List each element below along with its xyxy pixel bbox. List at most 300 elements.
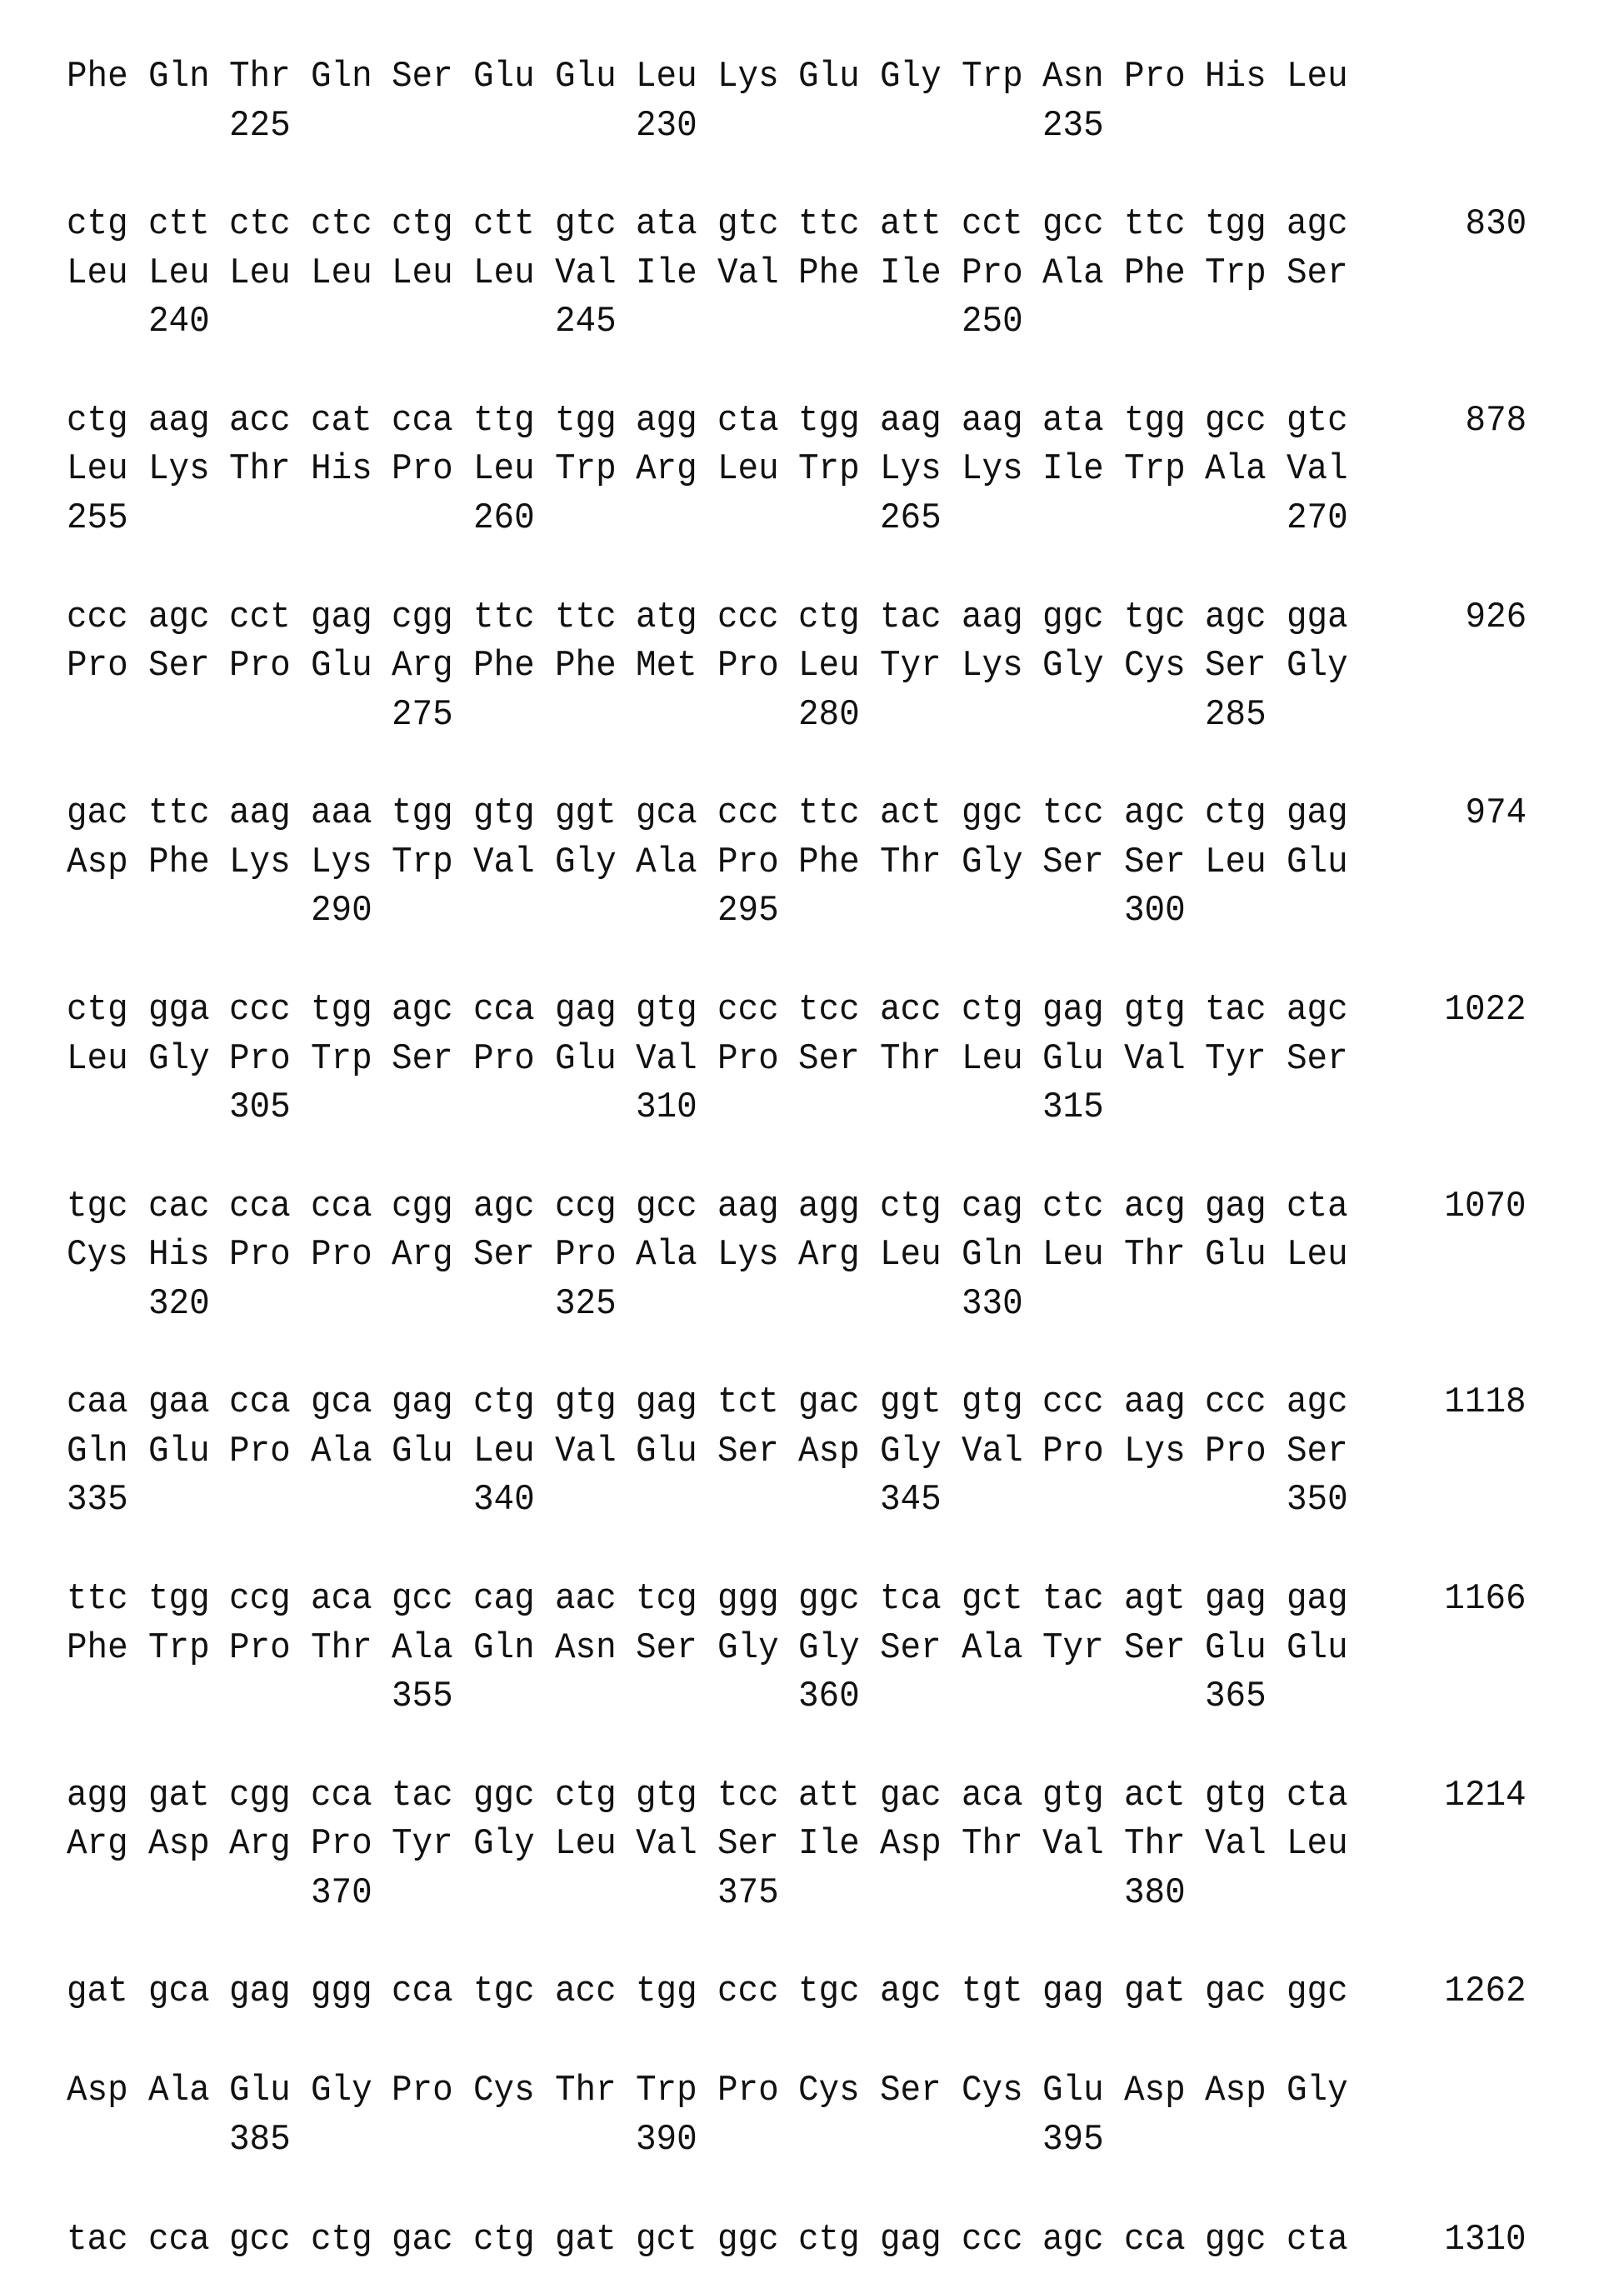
amino-acid: Glu <box>1287 842 1348 883</box>
amino-acid: Pro <box>392 448 453 490</box>
amino-acid: Pro <box>1124 56 1186 97</box>
codon: ccc <box>717 597 779 638</box>
amino-acid: Tyr <box>1205 1038 1267 1080</box>
residue-number: 240 <box>148 301 210 342</box>
codon: tgc <box>67 1186 128 1227</box>
residue-number: 345 <box>880 1479 942 1521</box>
nucleotide-count: 1310 <box>1445 2219 1527 2261</box>
residue-number: 265 <box>880 497 942 539</box>
codon: gga <box>148 989 210 1031</box>
codon: ggt <box>555 792 617 834</box>
amino-acid: Leu <box>798 645 860 687</box>
amino-acid: Lys <box>717 1234 779 1276</box>
codon: gcc <box>392 1578 453 1620</box>
codon: ctg <box>1205 792 1267 834</box>
codon: cag <box>962 1186 1023 1227</box>
codon: gca <box>636 792 697 834</box>
codon: acc <box>229 400 291 442</box>
amino-acid: Leu <box>473 252 535 294</box>
amino-acid: Ala <box>636 842 697 883</box>
residue-number: 320 <box>148 1283 210 1325</box>
residue-number: 375 <box>717 1872 779 1914</box>
amino-acid: Glu <box>555 1038 617 1080</box>
amino-acid: Thr <box>1124 1823 1186 1865</box>
amino-acid: Pro <box>392 2070 453 2111</box>
codon: ggg <box>717 1578 779 1620</box>
codon: ggc <box>717 2219 779 2261</box>
amino-acid: Gly <box>1042 645 1104 687</box>
codon: ctg <box>880 1186 942 1227</box>
residue-number: 355 <box>392 1676 453 1717</box>
codon: gcc <box>1205 400 1267 442</box>
amino-acid: Gly <box>717 1627 779 1669</box>
codon: aag <box>962 400 1023 442</box>
amino-acid: Asp <box>798 1431 860 1472</box>
amino-acid: Gln <box>148 56 210 97</box>
amino-acid: Asn <box>1042 56 1104 97</box>
amino-acid: Trp <box>1205 252 1267 294</box>
codon: cag <box>473 1578 535 1620</box>
amino-acid: Ser <box>1287 252 1348 294</box>
nucleotide-count: 1022 <box>1445 989 1527 1031</box>
amino-acid: Phe <box>1124 252 1186 294</box>
amino-acid: Ala <box>1042 252 1104 294</box>
amino-acid: Phe <box>67 56 128 97</box>
residue-number: 225 <box>229 105 291 147</box>
residue-number: 290 <box>311 890 372 932</box>
amino-acid: Glu <box>1205 1234 1267 1276</box>
nucleotide-count: 1166 <box>1445 1578 1527 1620</box>
amino-acid: Val <box>717 252 779 294</box>
amino-acid: Phe <box>148 842 210 883</box>
residue-number: 230 <box>636 105 697 147</box>
amino-acid: Trp <box>148 1627 210 1669</box>
residue-number: 315 <box>1042 1087 1104 1128</box>
residue-number: 305 <box>229 1087 291 1128</box>
amino-acid: Thr <box>229 448 291 490</box>
codon: cgg <box>392 597 453 638</box>
amino-acid: Glu <box>473 56 535 97</box>
codon: gcc <box>1042 203 1104 245</box>
amino-acid: Asn <box>555 1627 617 1669</box>
amino-acid: Leu <box>1205 842 1267 883</box>
amino-acid: Gly <box>148 1038 210 1080</box>
residue-number: 350 <box>1287 1479 1348 1521</box>
codon: gtg <box>1124 989 1186 1031</box>
codon: tac <box>1205 989 1267 1031</box>
amino-acid: Asp <box>1205 2070 1267 2111</box>
amino-acid: Met <box>636 645 697 687</box>
amino-acid: Gly <box>798 1627 860 1669</box>
amino-acid: Gly <box>555 842 617 883</box>
amino-acid: Asp <box>67 2070 128 2111</box>
nucleotide-count: 830 <box>1465 203 1527 245</box>
amino-acid: Leu <box>473 448 535 490</box>
codon: ttc <box>473 597 535 638</box>
residue-number: 245 <box>555 301 617 342</box>
amino-acid: Leu <box>392 252 453 294</box>
codon: gtg <box>473 792 535 834</box>
codon: gag <box>1205 1186 1267 1227</box>
codon: ccc <box>1205 1381 1267 1423</box>
codon: cac <box>148 1186 210 1227</box>
amino-acid: Gly <box>1287 2070 1348 2111</box>
codon: tgg <box>1124 400 1186 442</box>
amino-acid: Lys <box>229 842 291 883</box>
codon: ctg <box>473 2219 535 2261</box>
codon: gac <box>67 792 128 834</box>
codon: cca <box>1124 2219 1186 2261</box>
codon: ggc <box>473 1775 535 1816</box>
amino-acid: Cys <box>67 1234 128 1276</box>
amino-acid: Glu <box>1205 1627 1267 1669</box>
codon: tgt <box>962 1971 1023 2012</box>
codon: gca <box>148 1971 210 2012</box>
amino-acid: Leu <box>1287 56 1348 97</box>
amino-acid: Pro <box>717 645 779 687</box>
codon: gac <box>1205 1971 1267 2012</box>
amino-acid: Pro <box>1042 1431 1104 1472</box>
codon: cca <box>311 1186 372 1227</box>
codon: agc <box>392 989 453 1031</box>
residue-number: 310 <box>636 1087 697 1128</box>
amino-acid: Trp <box>555 448 617 490</box>
amino-acid: Cys <box>798 2070 860 2111</box>
amino-acid: Pro <box>229 645 291 687</box>
amino-acid: Pro <box>473 1038 535 1080</box>
codon: gag <box>1287 792 1348 834</box>
amino-acid: Leu <box>880 1234 942 1276</box>
codon: aag <box>962 597 1023 638</box>
amino-acid: Arg <box>392 645 453 687</box>
amino-acid: Gln <box>962 1234 1023 1276</box>
codon: tcg <box>636 1578 697 1620</box>
amino-acid: Leu <box>67 252 128 294</box>
codon: gag <box>229 1971 291 2012</box>
codon: ctt <box>473 203 535 245</box>
amino-acid: Cys <box>1124 645 1186 687</box>
codon: agc <box>1287 203 1348 245</box>
amino-acid: Ser <box>880 2070 942 2111</box>
amino-acid: Trp <box>311 1038 372 1080</box>
codon: tgg <box>636 1971 697 2012</box>
amino-acid: Tyr <box>392 1823 453 1865</box>
codon: atg <box>636 597 697 638</box>
codon: acg <box>1124 1186 1186 1227</box>
codon: caa <box>67 1381 128 1423</box>
codon: gtg <box>1042 1775 1104 1816</box>
amino-acid: Gly <box>1287 645 1348 687</box>
amino-acid: Arg <box>392 1234 453 1276</box>
codon: cca <box>311 1775 372 1816</box>
residue-number: 275 <box>392 694 453 736</box>
codon: gcc <box>636 1186 697 1227</box>
codon: gac <box>880 1775 942 1816</box>
amino-acid: Gly <box>962 842 1023 883</box>
amino-acid: Val <box>636 1038 697 1080</box>
amino-acid: Phe <box>798 842 860 883</box>
amino-acid: Asp <box>67 842 128 883</box>
amino-acid: Ser <box>1124 1627 1186 1669</box>
codon: gag <box>1042 1971 1104 2012</box>
amino-acid: Gly <box>880 1431 942 1472</box>
codon: cta <box>1287 1186 1348 1227</box>
amino-acid: Ser <box>1124 842 1186 883</box>
amino-acid: Ile <box>880 252 942 294</box>
nucleotide-count: 1214 <box>1445 1775 1527 1816</box>
codon: gca <box>311 1381 372 1423</box>
amino-acid: Val <box>555 1431 617 1472</box>
codon: tct <box>717 1381 779 1423</box>
residue-number: 385 <box>229 2119 291 2161</box>
codon: cta <box>1287 2219 1348 2261</box>
codon: gag <box>1287 1578 1348 1620</box>
amino-acid: Arg <box>67 1823 128 1865</box>
amino-acid: Leu <box>473 1431 535 1472</box>
codon: gtc <box>717 203 779 245</box>
amino-acid: Thr <box>962 1823 1023 1865</box>
codon: gtg <box>1205 1775 1267 1816</box>
amino-acid: Ala <box>392 1627 453 1669</box>
codon: tgc <box>473 1971 535 2012</box>
amino-acid: Ala <box>636 1234 697 1276</box>
codon: agc <box>1124 792 1186 834</box>
amino-acid: Trp <box>962 56 1023 97</box>
codon: ccc <box>962 2219 1023 2261</box>
residue-number: 255 <box>67 497 128 539</box>
codon: ccc <box>1042 1381 1104 1423</box>
amino-acid: Phe <box>798 252 860 294</box>
amino-acid: Ser <box>1042 842 1104 883</box>
codon: ttc <box>555 597 617 638</box>
codon: cca <box>392 1971 453 2012</box>
codon: gga <box>1287 597 1348 638</box>
amino-acid: Gly <box>311 2070 372 2111</box>
codon: gtg <box>636 989 697 1031</box>
codon: tgg <box>1205 203 1267 245</box>
codon: ttc <box>1124 203 1186 245</box>
residue-number: 360 <box>798 1676 860 1717</box>
amino-acid: Thr <box>880 842 942 883</box>
amino-acid: Lys <box>717 56 779 97</box>
residue-number: 295 <box>717 890 779 932</box>
codon: tcc <box>798 989 860 1031</box>
amino-acid: Cys <box>473 2070 535 2111</box>
codon: cct <box>229 597 291 638</box>
codon: gag <box>1205 1578 1267 1620</box>
amino-acid: Val <box>473 842 535 883</box>
amino-acid: Arg <box>636 448 697 490</box>
codon: aag <box>1124 1381 1186 1423</box>
codon: agc <box>1287 989 1348 1031</box>
amino-acid: Trp <box>1124 448 1186 490</box>
amino-acid: Val <box>1042 1823 1104 1865</box>
codon: gcc <box>229 2219 291 2261</box>
codon: aag <box>148 400 210 442</box>
amino-acid: Arg <box>229 1823 291 1865</box>
nucleotide-count: 1118 <box>1445 1381 1527 1423</box>
amino-acid: Ile <box>798 1823 860 1865</box>
codon: cca <box>148 2219 210 2261</box>
codon: gct <box>636 2219 697 2261</box>
codon: act <box>880 792 942 834</box>
codon: gtc <box>1287 400 1348 442</box>
residue-number: 335 <box>67 1479 128 1521</box>
codon: gag <box>555 989 617 1031</box>
codon: aaa <box>311 792 372 834</box>
amino-acid: Ala <box>148 2070 210 2111</box>
amino-acid: Glu <box>555 56 617 97</box>
amino-acid: Pro <box>717 1038 779 1080</box>
amino-acid: Cys <box>962 2070 1023 2111</box>
amino-acid: Pro <box>229 1627 291 1669</box>
amino-acid: Trp <box>636 2070 697 2111</box>
codon: agc <box>1042 2219 1104 2261</box>
codon: gtg <box>555 1381 617 1423</box>
amino-acid: Lys <box>148 448 210 490</box>
codon: ctc <box>1042 1186 1104 1227</box>
codon: tcc <box>1042 792 1104 834</box>
amino-acid: Ser <box>473 1234 535 1276</box>
amino-acid: Glu <box>229 2070 291 2111</box>
amino-acid: Trp <box>798 448 860 490</box>
codon: gtg <box>636 1775 697 1816</box>
amino-acid: Ser <box>880 1627 942 1669</box>
codon: gag <box>392 1381 453 1423</box>
codon: ggc <box>962 792 1023 834</box>
codon: gag <box>880 2219 942 2261</box>
amino-acid: Val <box>962 1431 1023 1472</box>
nucleotide-count: 878 <box>1465 400 1527 442</box>
codon: aag <box>229 792 291 834</box>
amino-acid: Ile <box>636 252 697 294</box>
amino-acid: Leu <box>1042 1234 1104 1276</box>
codon: tgg <box>311 989 372 1031</box>
residue-number: 260 <box>473 497 535 539</box>
amino-acid: Pro <box>229 1234 291 1276</box>
residue-number: 235 <box>1042 105 1104 147</box>
nucleotide-count: 1262 <box>1445 1971 1527 2012</box>
amino-acid: Ser <box>392 1038 453 1080</box>
codon: gaa <box>148 1381 210 1423</box>
amino-acid: Ser <box>717 1431 779 1472</box>
amino-acid: Val <box>1124 1038 1186 1080</box>
amino-acid: Leu <box>148 252 210 294</box>
codon: ccg <box>229 1578 291 1620</box>
codon: gat <box>555 2219 617 2261</box>
codon: ctg <box>798 597 860 638</box>
amino-acid: Arg <box>798 1234 860 1276</box>
amino-acid: His <box>1205 56 1267 97</box>
codon: aca <box>962 1775 1023 1816</box>
amino-acid: Gln <box>473 1627 535 1669</box>
codon: tca <box>880 1578 942 1620</box>
codon: att <box>798 1775 860 1816</box>
amino-acid: Leu <box>1287 1234 1348 1276</box>
codon: cat <box>311 400 372 442</box>
amino-acid: Gly <box>473 1823 535 1865</box>
codon: agg <box>798 1186 860 1227</box>
amino-acid: Thr <box>555 2070 617 2111</box>
amino-acid: Trp <box>392 842 453 883</box>
codon: cca <box>229 1186 291 1227</box>
amino-acid: Ile <box>1042 448 1104 490</box>
amino-acid: Lys <box>962 448 1023 490</box>
codon: ctg <box>798 2219 860 2261</box>
amino-acid: Phe <box>473 645 535 687</box>
codon: agc <box>473 1186 535 1227</box>
codon: cca <box>229 1381 291 1423</box>
codon: acc <box>555 1971 617 2012</box>
codon: cta <box>1287 1775 1348 1816</box>
codon: ttc <box>798 792 860 834</box>
codon: aca <box>311 1578 372 1620</box>
amino-acid: Ser <box>1287 1431 1348 1472</box>
amino-acid: Leu <box>229 252 291 294</box>
residue-number: 270 <box>1287 497 1348 539</box>
residue-number: 300 <box>1124 890 1186 932</box>
amino-acid: Ser <box>148 645 210 687</box>
amino-acid: Pro <box>1205 1431 1267 1472</box>
amino-acid: Tyr <box>880 645 942 687</box>
codon: ctg <box>311 2219 372 2261</box>
codon: gag <box>1042 989 1104 1031</box>
amino-acid: Lys <box>962 645 1023 687</box>
amino-acid: Ser <box>1287 1038 1348 1080</box>
nucleotide-count: 1070 <box>1445 1186 1527 1227</box>
amino-acid: Pro <box>555 1234 617 1276</box>
codon: ggc <box>1287 1971 1348 2012</box>
codon: ccc <box>229 989 291 1031</box>
residue-number: 285 <box>1205 694 1267 736</box>
amino-acid: Phe <box>67 1627 128 1669</box>
codon: ccg <box>555 1186 617 1227</box>
amino-acid: Ala <box>962 1627 1023 1669</box>
amino-acid: Glu <box>798 56 860 97</box>
amino-acid: Thr <box>229 56 291 97</box>
codon: ggt <box>880 1381 942 1423</box>
nucleotide-count: 974 <box>1465 792 1527 834</box>
amino-acid: Asp <box>148 1823 210 1865</box>
codon: ctg <box>473 1381 535 1423</box>
codon: agg <box>67 1775 128 1816</box>
residue-number: 395 <box>1042 2119 1104 2161</box>
amino-acid: Val <box>555 252 617 294</box>
codon: ctg <box>555 1775 617 1816</box>
codon: agg <box>636 400 697 442</box>
amino-acid: Leu <box>1287 1823 1348 1865</box>
amino-acid: Ser <box>392 56 453 97</box>
amino-acid: Pro <box>311 1234 372 1276</box>
amino-acid: Ser <box>717 1823 779 1865</box>
codon: gag <box>311 597 372 638</box>
codon: ccc <box>67 597 128 638</box>
amino-acid: Glu <box>392 1431 453 1472</box>
codon: agc <box>1205 597 1267 638</box>
codon: aag <box>717 1186 779 1227</box>
amino-acid: His <box>148 1234 210 1276</box>
codon: tgg <box>392 792 453 834</box>
residue-number: 365 <box>1205 1676 1267 1717</box>
amino-acid: Leu <box>311 252 372 294</box>
residue-number: 330 <box>962 1283 1023 1325</box>
amino-acid: Ser <box>1205 645 1267 687</box>
codon: ccc <box>717 792 779 834</box>
codon: tcc <box>717 1775 779 1816</box>
residue-number: 280 <box>798 694 860 736</box>
codon: cgg <box>392 1186 453 1227</box>
amino-acid: Pro <box>229 1431 291 1472</box>
